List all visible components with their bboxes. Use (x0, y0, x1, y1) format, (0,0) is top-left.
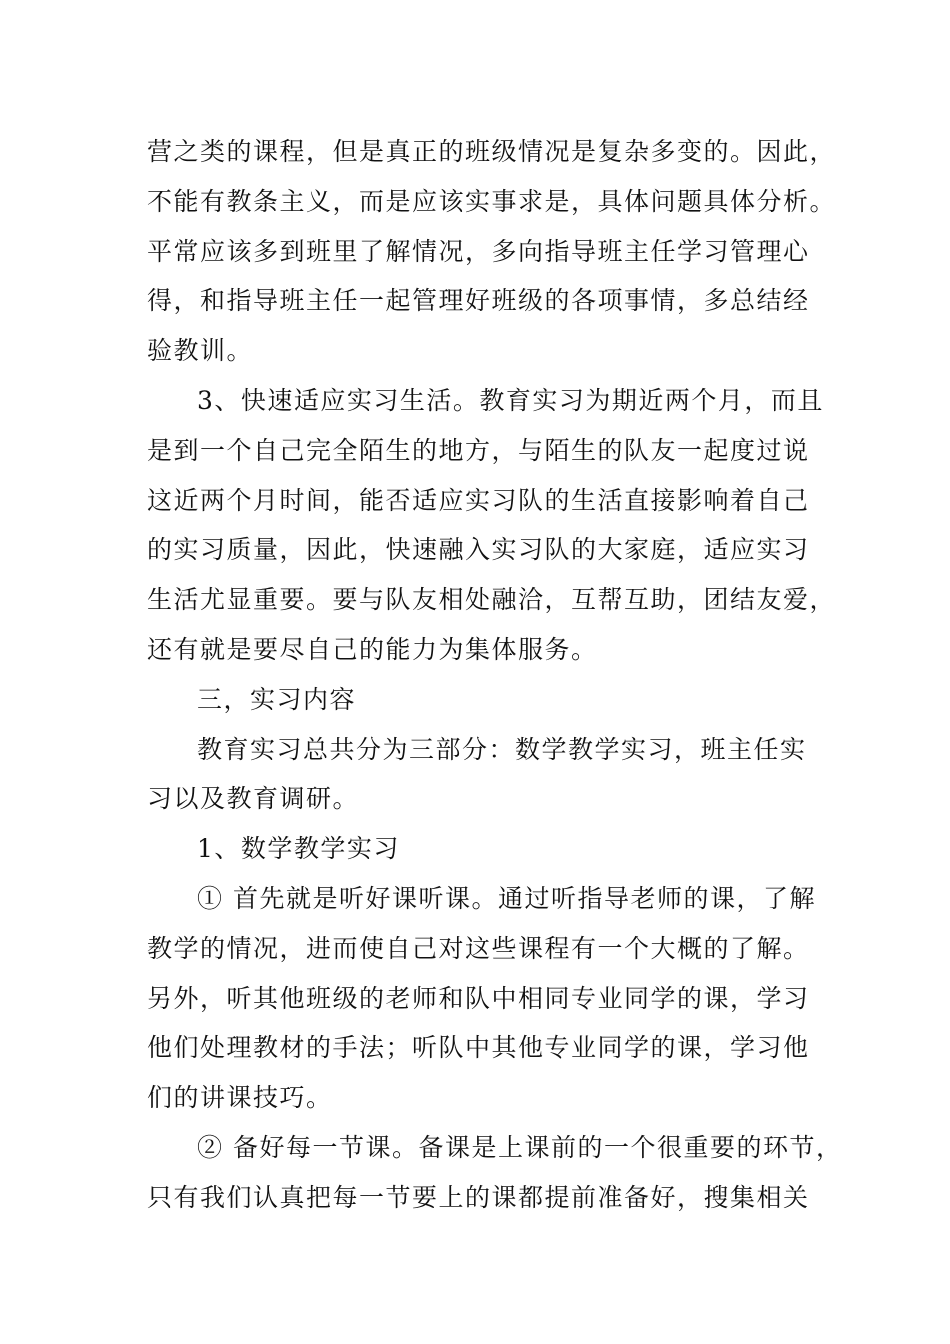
text-line: 这近两个月时间，能否适应实习队的生活直接影响着自己 (147, 485, 810, 515)
subsection-heading (147, 824, 807, 874)
text-line: 不能有教条主义，而是应该实事求是，具体问题具体分析。 (147, 186, 837, 216)
text-line: 三，实习内容 (197, 684, 357, 714)
text-line: 平常应该多到班里了解情况，多向指导班主任学习管理心 (147, 236, 810, 266)
text-line: 是到一个自己完全陌生的地方，与陌生的队友一起度过说 (147, 435, 810, 465)
text-line: 3、快速适应实习生活。教育实习为期近两个月，而且 (197, 385, 824, 415)
text-line: 习以及教育调研。 (147, 784, 360, 814)
text-line: 营之类的课程，但是真正的班级情况是复杂多变的。因此， (147, 137, 837, 166)
text-line: 验教训。 (147, 336, 254, 366)
text-line: 生活尤显重要。要与队友相处融洽，互帮互助，团结友爱， (147, 585, 837, 615)
text-line: ① 首先就是听好课听课。通过听指导老师的课，了解 (197, 883, 816, 913)
text-line: 另外，听其他班级的老师和队中相同专业同学的课，学习 (147, 983, 810, 1013)
section-heading (147, 675, 807, 725)
paragraph-4 (147, 874, 816, 1123)
text-line: 1、数学教学实习 (197, 834, 400, 864)
text-line: 还有就是要尽自己的能力为集体服务。 (147, 634, 598, 664)
text-line: ② 备好每一节课。备课是上课前的一个很重要的环节， (197, 1132, 843, 1162)
document-body (147, 127, 843, 1223)
text-line: 教育实习总共分为三部分：数学教学实习，班主任实 (197, 734, 807, 764)
text-line: 得，和指导班主任一起管理好班级的各项事情，多总结经 (147, 286, 810, 316)
paragraph-2 (147, 376, 837, 675)
text-line: 的实习质量，因此，快速融入实习队的大家庭，适应实习 (147, 535, 810, 565)
paragraph-1 (147, 127, 837, 376)
text-line: 他们处理教材的手法；听队中其他专业同学的课，学习他 (147, 1033, 810, 1063)
paragraph-5 (147, 1123, 843, 1223)
text-line: 只有我们认真把每一节要上的课都提前准备好，搜集相关 (147, 1182, 810, 1212)
text-line: 教学的情况，进而使自己对这些课程有一个大概的了解。 (147, 933, 810, 963)
text-line: 们的讲课技巧。 (147, 1083, 333, 1113)
paragraph-3 (147, 725, 807, 825)
